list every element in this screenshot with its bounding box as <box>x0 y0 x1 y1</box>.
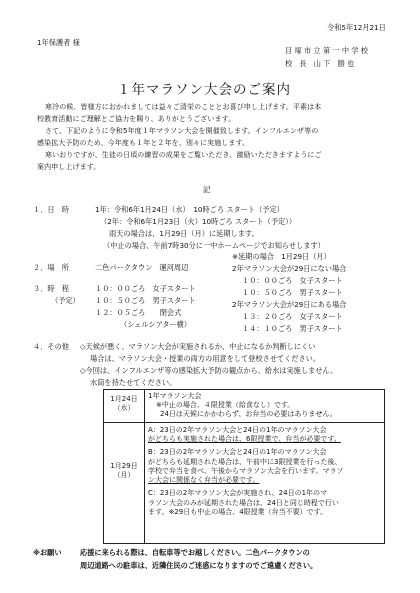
schedule-note: （シェルシアター横） <box>120 320 192 329</box>
schedule-row: １０：５０ごろ 男子スタート <box>95 296 196 305</box>
other-note: ◇今回は、インフルエンザ等の感染拡大予防の観点から、給水は実施しません。 <box>80 366 338 375</box>
other-note: 水筒を持たせてください。 <box>90 378 177 387</box>
request-line: 応援に来られる際は、自転車等でお越しください。二色パークタウンの <box>80 548 310 557</box>
postpone-row: １４：１０ごろ 男子スタート <box>242 324 343 333</box>
postpone-case: 2年マラソン大会が29日にある場合 <box>232 300 347 309</box>
place-value: 二色パークタウン 運河周辺 <box>95 263 189 272</box>
section-label: ３．時 程 <box>33 284 69 293</box>
section-sublabel: （予定） <box>51 296 80 305</box>
other-note: ◇天候が悪く、マラソン大会が実施されるか、中止になるか判断しにくい <box>80 342 316 351</box>
cell-line: がどちらも延期された場合は、午前中に3限授業を行った後、 <box>148 457 342 466</box>
datetime-line: （中止の場合、午前7時30分に一中ホームページでお知らせします） <box>103 241 325 250</box>
schedule-row: １０：００ごろ 女子スタート <box>95 284 196 293</box>
cell-line: がどちらも実施された場合は、6限授業で、弁当が必要です。 <box>148 435 341 444</box>
table-date <box>104 462 144 480</box>
document-date: 令和5年12月21日 <box>327 23 386 32</box>
postpone-case: 2年マラソン大会が29日にない場合 <box>232 264 347 273</box>
section-label: ２．場 所 <box>33 263 69 272</box>
datetime-line: （2年：令和6年1月23日（火）10時ごろ スタート（予定）） <box>100 217 297 226</box>
request-label: ※お願い <box>33 548 62 557</box>
postpone-row: １０：５０ごろ 男子スタート <box>242 288 343 297</box>
date-text: 1月29日 <box>110 462 138 470</box>
cell-line: A：23日の2年マラソン大会と24日の1年のマラソン大会 <box>148 426 327 434</box>
table-date <box>104 395 144 413</box>
cell-line: ン大会に関係なく弁当が必要です。 <box>148 476 260 485</box>
postpone-row: １３：２０ごろ 女子スタート <box>242 312 343 321</box>
schedule-table <box>103 389 385 544</box>
school-name: 目 塚 市 立 第 一 中 学 校 <box>285 46 368 55</box>
other-note: 場合は、マラソン大会・授業の両方の用意をして登校させてください。 <box>90 354 321 363</box>
cell-line: 学校で弁当を食べ、午後からマラソン大会を行います。マラソ <box>148 466 344 475</box>
cell-line: C：23日の2年マラソン大会が実施され、24日の1年のマ <box>148 489 328 498</box>
datetime-line: 1年：令和6年1月24日（水） 10時ごろ スタート（予定） <box>95 205 284 214</box>
cell-line: 1年マラソン大会 <box>148 392 202 400</box>
cell-line: ラソン大会のみが延期された場合は、24日と同じ時程で行い <box>148 498 339 507</box>
intro-line: 寒冷の候、皆様方におかれましては益々ご清栄のこととお喜び申し上げます。平素は本 <box>45 103 322 111</box>
postpone-row: １０：００ごろ 女子スタート <box>242 276 343 285</box>
cell-line: B：23日の2年マラソン大会と24日の1年のマラソン大会 <box>148 448 327 457</box>
table-cell <box>148 426 382 517</box>
cell-line: ます。※29日も中止の場合、4限授業（弁当不要）です。 <box>148 507 328 516</box>
intro-line: さて、下記のように令和5年度１年マラソン大会を開催致します。インフルエンザ等の <box>45 127 319 135</box>
principal-name: 校 長 山 下 勝 也 <box>285 59 355 68</box>
cell-line: ※中止の場合、４限授業（給食なし）です。 <box>156 401 295 410</box>
intro-line: 校教育活動にご理解とご協力を賜り、ありがとうございます。 <box>37 115 236 123</box>
cell-line: 24日は天候にかかわらず、お弁当の必要はありません。 <box>160 410 337 419</box>
table-divider <box>144 390 145 543</box>
page-title: １年マラソン大会のご案内 <box>117 82 291 98</box>
ki-marker: 記 <box>203 185 211 194</box>
datetime-line: 雨天の場合は、1月29日（月）に延期します。 <box>109 229 259 238</box>
table-divider <box>104 422 384 423</box>
section-label: １．日 時 <box>33 205 69 214</box>
section-label: ４．その他 <box>33 342 69 351</box>
request-line: 周辺道路への駐車は、近隣住民のご迷惑になりますのでご遠慮ください。 <box>80 561 318 570</box>
day-text: （水） <box>113 404 135 413</box>
schedule-row: １２：０５ごろ 閉会式 <box>95 308 182 317</box>
intro-line: 寒いおりですが、生徒の日頃の練習の成果をご覧いただき、激励いただきますようにご <box>45 151 322 159</box>
intro-line: 感染拡大予防のため、今年度も１年と２年を、別々に実施します。 <box>37 139 250 147</box>
date-text: 1月24日 <box>110 395 138 403</box>
table-cell <box>148 392 382 420</box>
day-text: （月） <box>113 471 135 480</box>
postpone-heading: ※延期の場合 1月29日（月） <box>232 252 331 261</box>
recipient: 1年保護者 様 <box>37 38 80 47</box>
intro-line: 案内申し上げます。 <box>37 163 101 171</box>
